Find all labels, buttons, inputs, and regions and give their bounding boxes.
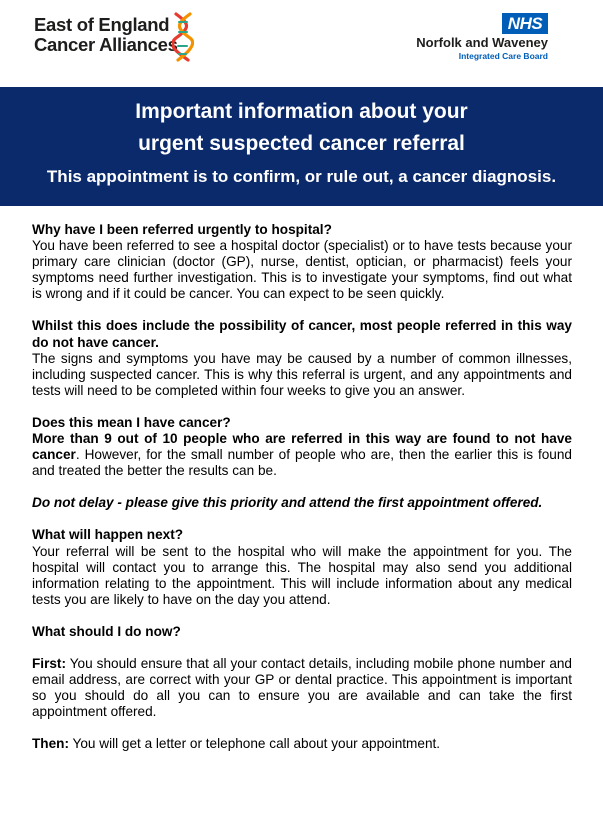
- icb-subtitle: Integrated Care Board: [458, 51, 548, 61]
- step-then: [32, 736, 572, 752]
- section-text: You have been referred to see a hospital doctor (specialist) or to have tests because your primary care clinician (doctor (GP), nurse, dentist, optician, or pharmacist) feels your symptoms need further investigation. This is to investigate your symptoms, find out what is wrong and if it could be cancer. You can expect to be seen quickly.: [32, 238, 572, 302]
- step-body: You will get a letter or telephone call about your appointment.: [69, 736, 441, 752]
- do-not-delay-notice: Do not delay - please give this priority and attend the first appointment offered.: [32, 495, 543, 511]
- section-text-rest: . However, for the small number of people who are, then the earlier this is found and treated the better the results can be.: [32, 447, 572, 479]
- banner-subtitle: This appointment is to confirm, or rule out, a cancer diagnosis.: [46, 167, 557, 186]
- key-statistic: More than 9 out of 10 people who are referred in this way are found to not have cancer: [32, 431, 572, 463]
- section-heading: Does this mean I have cancer?: [32, 414, 231, 430]
- section-heading: Whilst this does include the possibility of cancer, most people referred in this way do not have cancer.: [32, 318, 572, 350]
- section-heading: What should I do now?: [32, 623, 181, 639]
- logo-text-line2: Cancer Alliances: [34, 34, 178, 55]
- title-banner: [0, 87, 603, 206]
- step-body: You should ensure that all your contact details, including mobile phone number and email address, are correct with your GP or dental practice. This appointment is important so you should do all you can to ensure you are available and can take the first appointment offered.: [32, 655, 572, 720]
- nhs-badge: NHS: [502, 13, 548, 34]
- document-body: [32, 222, 572, 768]
- section-text: [32, 431, 572, 479]
- step-label: Then:: [32, 736, 69, 752]
- banner-title-line1: Important information about your: [135, 100, 468, 123]
- nhs-norfolk-waveney-logo: [398, 13, 548, 63]
- section-why-referred: [32, 222, 572, 302]
- banner-title-line2: urgent suspected cancer referral: [138, 132, 465, 155]
- east-of-england-logo: [34, 15, 204, 65]
- section-possibility: [32, 318, 572, 398]
- dna-helix-icon: [172, 12, 194, 62]
- section-does-this-mean: [32, 415, 572, 479]
- section-heading: What will happen next?: [32, 527, 184, 543]
- section-emphasis: [32, 495, 572, 511]
- section-what-to-do: [32, 624, 572, 640]
- step-label: First:: [32, 655, 66, 671]
- logo-text-line1: East of England: [34, 14, 170, 35]
- section-text: The signs and symptoms you have may be caused by a number of common illnesses, including suspected cancer. This is why this referral is urgent, and any appointments and tests will need to be completed within four weeks to give you an answer.: [32, 350, 572, 398]
- icb-name: Norfolk and Waveney: [416, 35, 548, 50]
- step-first: [32, 656, 572, 720]
- step-text: [32, 736, 572, 752]
- section-what-next: [32, 527, 572, 607]
- section-heading: Why have I been referred urgently to hospital?: [32, 222, 332, 237]
- section-text: Your referral will be sent to the hospital who will make the appointment for you. The hospital will contact you to arrange this. The hospital may also send you additional information relating to the appointment. This will include information about any medical tests you are likely to have on the day you attend.: [32, 543, 572, 607]
- step-text: [32, 656, 572, 720]
